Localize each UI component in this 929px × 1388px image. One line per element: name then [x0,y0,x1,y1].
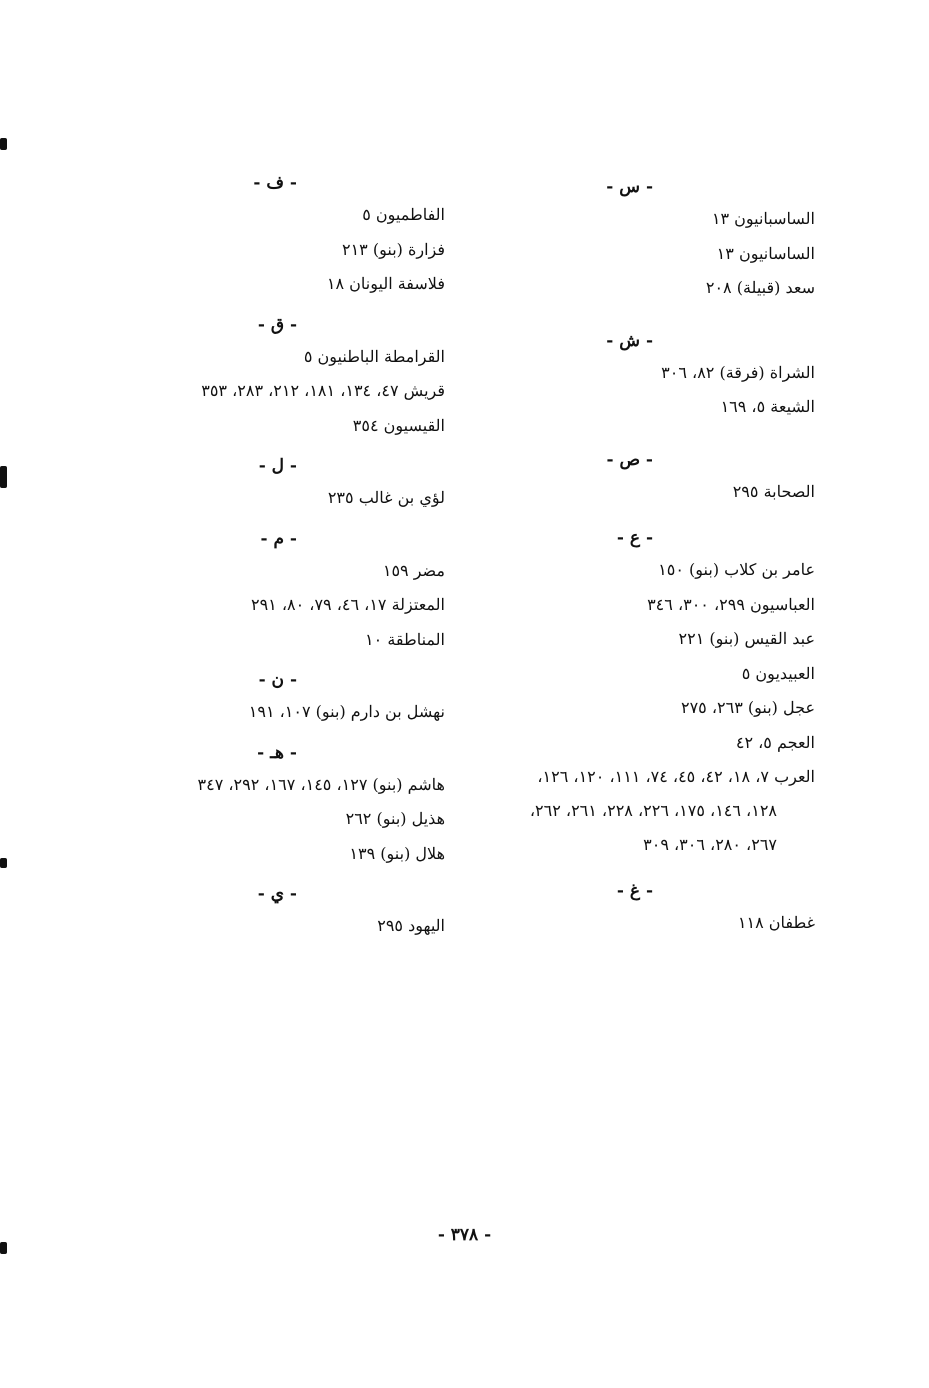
section-ghain [470,876,815,941]
index-entry: هلال (بنو) ١٣٩ [349,843,445,863]
index-entry: الصحابة ٢٩٥ [732,481,815,501]
index-entry: فزارة (بنو) ٢١٣ [341,239,445,259]
index-entry: القرامطة الباطنيون ٥ [303,346,445,366]
section-ha [160,738,445,872]
index-entry: الشراة (فرقة) ٨٢، ٣٠٦ [661,362,815,382]
index-entry: اليهود ٢٩٥ [377,916,445,935]
index-entry: المعتزلة ١٧، ٤٦، ٧٩، ٨٠، ٢٩١ [250,595,445,614]
section-header: - ف - [253,173,297,193]
index-entry: عجل (بنو) ٢٦٣، ٢٧٥ [680,698,815,717]
section-ain [470,523,815,862]
section-header: - م - [260,528,297,549]
index-entry: هذيل (بنو) ٢٦٢ [345,809,445,828]
index-entry: الشيعة ٥، ١٦٩ [720,397,815,416]
index-entry: عامر بن كلاب (بنو) ١٥٠ [658,560,815,579]
index-entry-continuation: ١٢٨، ١٤٦، ١٧٥، ٢٢٦، ٢٢٨، ٢٦١، ٢٦٢، [529,801,777,820]
index-entry: العبيديون ٥ [741,663,815,683]
index-entry-line: العرب ٧، ١٨، ٤٢، ٤٥، ٧٤، ١١١، ١٢٠، ١٢٦، [537,767,815,786]
section-qaf [160,310,445,444]
index-entry: العباسيون ٢٩٩، ٣٠٠، ٣٤٦ [647,594,815,614]
index-entry: المناطقة ١٠ [365,629,445,649]
index-entry: الساسانيون ١٣ [716,243,815,263]
index-entry: هاشم (بنو) ١٢٧، ١٤٥، ١٦٧، ٢٩٢، ٣٤٧ [197,774,445,794]
page-number: - ٣٧٨ - [437,1225,492,1245]
section-mim [160,524,445,658]
section-header: - س - [606,177,653,197]
scan-edge-mark [0,138,7,150]
section-header: - ش - [606,330,653,351]
section-header: - ص - [606,449,653,470]
section-ya [160,879,445,944]
index-entry: مضر ١٥٩ [382,560,445,580]
index-entry: العجم ٥، ٤٢ [735,732,815,752]
index-column-left [160,168,445,944]
index-entry: غطفان ١١٨ [737,913,815,932]
section-header: - ع - [616,528,653,548]
index-column-right [470,172,815,941]
section-header: - ل - [258,456,297,476]
index-entry: عبد القيس (بنو) ٢٢١ [678,629,815,648]
index-entry: الفاطميون ٥ [362,205,445,224]
index-entry: فلاسفة اليونان ١٨ [326,274,445,293]
section-header: - هـ - [257,742,297,763]
section-fa [160,168,445,302]
index-entry-continuation: ٢٦٧، ٢٨٠، ٣٠٦، ٣٠٩ [643,835,777,854]
scan-edge-mark [0,858,7,868]
section-header: - ي - [257,884,297,904]
section-header: - ن - [258,670,297,690]
section-sad [470,445,815,510]
index-entry: الساسبانيون ١٣ [711,209,815,228]
index-entry: قريش ٤٧، ١٣٤، ١٨١، ٢١٢، ٢٨٣، ٣٥٣ [201,381,445,400]
scan-edge-mark [0,1242,7,1254]
index-entry-arab [470,760,815,862]
index-entry: لؤي بن غالب ٢٣٥ [327,488,445,507]
section-header: - غ - [616,881,653,901]
index-entry: نهشل بن دارم (بنو) ١٠٧، ١٩١ [248,702,445,721]
section-header: - ق - [257,314,297,335]
section-lam [160,451,445,516]
index-entry: سعد (قبيلة) ٢٠٨ [705,278,815,297]
section-sin [470,172,815,306]
scan-edge-mark [0,466,7,488]
section-shin [470,326,815,425]
index-entry: القيسيون ٣٥٤ [352,415,445,435]
section-nun [160,665,445,730]
